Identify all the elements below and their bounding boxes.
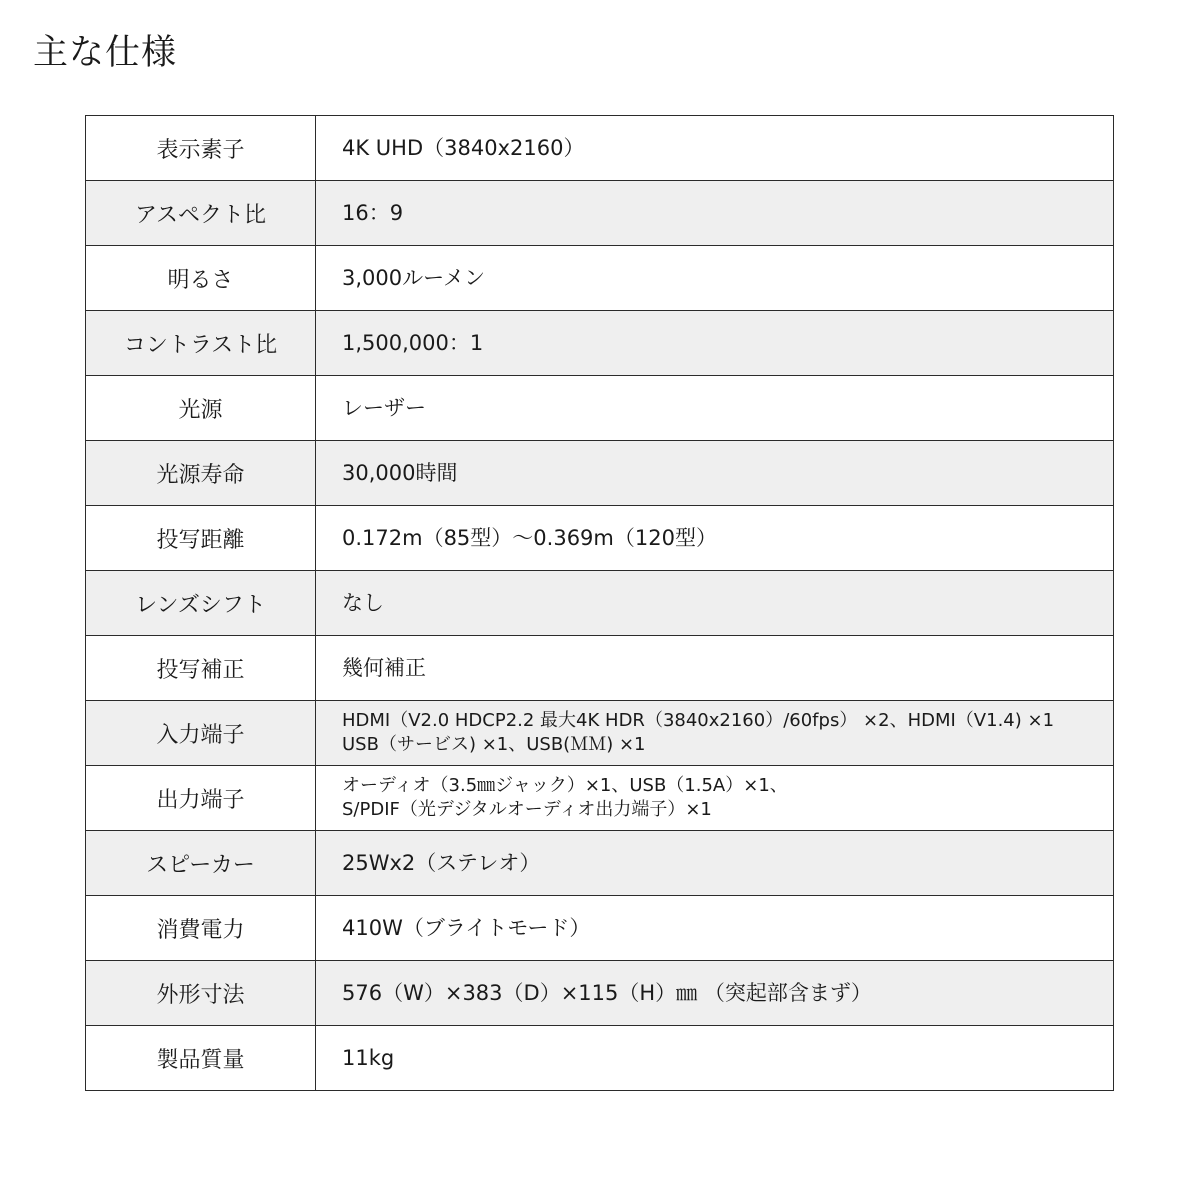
- spec-row-projection-correction: [86, 636, 1114, 701]
- spec-value: [316, 311, 1114, 376]
- spec-row-lens-shift: [86, 571, 1114, 636]
- spec-label: 光源寿命: [86, 441, 316, 506]
- spec-value: [316, 636, 1114, 701]
- spec-value: [316, 181, 1114, 246]
- spec-label: 投写距離: [86, 506, 316, 571]
- spec-label: レンズシフト: [86, 571, 316, 636]
- spec-value-line: 410W（ブライトモード）: [342, 915, 591, 940]
- spec-value-line: 11kg: [342, 1045, 395, 1070]
- spec-value-line: S/PDIF（光デジタルオーディオ出力端子）×1: [342, 799, 712, 820]
- spec-label: 出力端子: [86, 766, 316, 831]
- spec-value-line: 3,000ルーメン: [342, 265, 486, 290]
- spec-value-line: HDMI（V2.0 HDCP2.2 最大4K HDR（3840x2160）/60fps） ×2、HDMI（V1.4) ×1: [342, 709, 1055, 731]
- spec-table: [85, 115, 1114, 1091]
- spec-value: [316, 571, 1114, 636]
- spec-label: アスペクト比: [86, 181, 316, 246]
- spec-value: [316, 116, 1114, 181]
- spec-value-line: 幾何補正: [342, 655, 426, 680]
- spec-row-input-terminals: [86, 701, 1114, 766]
- spec-row-brightness: [86, 246, 1114, 311]
- spec-label: 入力端子: [86, 701, 316, 766]
- spec-row-aspect-ratio: [86, 181, 1114, 246]
- page-title: 主な仕様: [33, 33, 178, 73]
- spec-value-line: 4K UHD（3840x2160）: [342, 135, 585, 160]
- spec-label: 明るさ: [86, 246, 316, 311]
- spec-row-power-consumption: [86, 896, 1114, 961]
- spec-value: [316, 896, 1114, 961]
- spec-value-line: 0.172m（85型）～0.369m（120型）: [342, 525, 717, 550]
- spec-value-line: 1,500,000：1: [342, 330, 484, 355]
- spec-value: [316, 701, 1114, 766]
- spec-value: [316, 961, 1114, 1026]
- spec-label: 投写補正: [86, 636, 316, 701]
- spec-value: [316, 766, 1114, 831]
- spec-row-speaker: [86, 831, 1114, 896]
- spec-row-light-source-life: [86, 441, 1114, 506]
- spec-value: [316, 1026, 1114, 1091]
- spec-value: [316, 376, 1114, 441]
- spec-row-weight: [86, 1026, 1114, 1091]
- spec-value: [316, 246, 1114, 311]
- spec-value: [316, 441, 1114, 506]
- spec-row-output-terminals: [86, 766, 1114, 831]
- spec-row-dimensions: [86, 961, 1114, 1026]
- spec-row-display-device: [86, 116, 1114, 181]
- spec-row-contrast-ratio: [86, 311, 1114, 376]
- spec-value-line: USB（サービス) ×1、USB(ＭＭ) ×1: [342, 734, 646, 755]
- spec-label: スピーカー: [86, 831, 316, 896]
- spec-value: [316, 831, 1114, 896]
- spec-value-line: 576（W）×383（D）×115（H）㎜ （突起部含まず）: [342, 980, 872, 1005]
- spec-label: 消費電力: [86, 896, 316, 961]
- spec-value-line: 30,000時間: [342, 460, 458, 485]
- spec-label: 製品質量: [86, 1026, 316, 1091]
- spec-label: 外形寸法: [86, 961, 316, 1026]
- spec-value-line: 16：9: [342, 200, 404, 225]
- spec-value-line: なし: [342, 590, 384, 615]
- spec-row-throw-distance: [86, 506, 1114, 571]
- spec-label: 光源: [86, 376, 316, 441]
- spec-value-line: オーディオ（3.5㎜ジャック）×1、USB（1.5A）×1、: [342, 774, 788, 796]
- spec-value: [316, 506, 1114, 571]
- spec-value-line: レーザー: [342, 395, 426, 420]
- spec-label: 表示素子: [86, 116, 316, 181]
- spec-row-light-source: [86, 376, 1114, 441]
- spec-value-line: 25Wx2（ステレオ）: [342, 850, 541, 875]
- spec-label: コントラスト比: [86, 311, 316, 376]
